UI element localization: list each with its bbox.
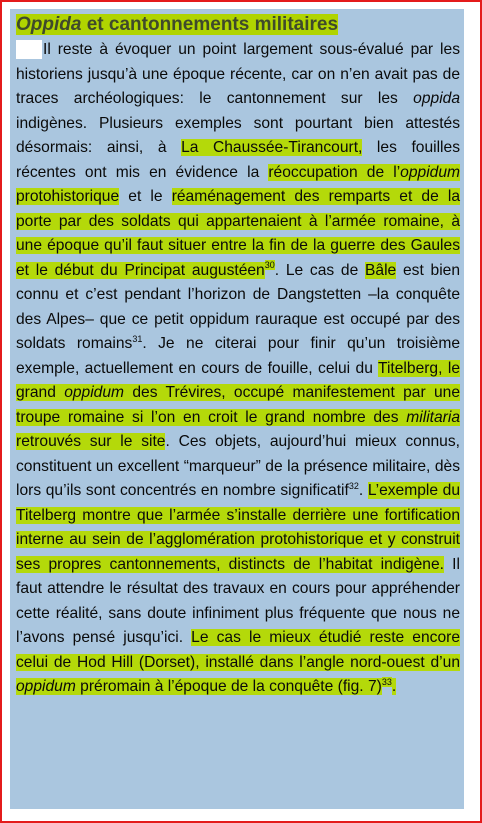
- footnote-ref: 31: [132, 333, 143, 344]
- text-run: . Je ne citerai pour finir qu’un troisième exemple, actuellement en cours de fouille, celui du: [16, 335, 460, 377]
- text-run: préromain à l’époque de la conquête (fig. 7): [75, 678, 382, 695]
- text-run: Bâle: [365, 261, 397, 279]
- text-run: indigènes. Plusieurs exemples sont pourtant bien attestés désormais: ainsi, à: [16, 114, 460, 156]
- text-run: est bien connu et c’est pendant l’horizon de Dangstetten –la conquête des Alpes– que ce petit oppidum rauraque est occupé par des soldats romains: [16, 261, 461, 352]
- text-run: retrouvés sur le site: [16, 433, 166, 450]
- text-run: . Ces objets, aujourd’hui mieux connus, constituent un excellent “marqueur” de la présence militaire, dès lors qu’ils sont concentrés en nombre significatif: [16, 433, 460, 499]
- text-run: La Chaussée-Tirancourt,: [181, 139, 363, 156]
- text-run: et le: [119, 188, 172, 205]
- text-run: Le cas le mieux étudié reste encore celui de Hod Hill (Dorset), installé dans l’angle nord-ouest d’un: [16, 629, 460, 671]
- title-highlight: [16, 14, 338, 35]
- text-run: des Trévires, occupé manifestement par une troupe romaine si l’on en croit le grand nombre des: [16, 384, 460, 426]
- footnote-ref: 32: [348, 480, 359, 491]
- text-run: réoccupation de l’: [268, 163, 401, 181]
- text-run: les fouilles récentes ont mis en évidence la: [16, 139, 460, 181]
- text-run: Titelberg, le grand: [16, 359, 460, 401]
- footnote-ref: 30: [264, 260, 275, 271]
- text-run: L’exemple du Titelberg montre que l’armée s’installe derrière une fortification interne au sein de l’agglomération protohistorique et y construit ses propres cantonnements, distincts de l’habitat indigène.: [16, 482, 460, 573]
- title-italic: Oppida: [16, 14, 82, 35]
- text-run: .: [358, 482, 368, 499]
- text-run: oppidum: [400, 163, 460, 181]
- text-run: protohistorique: [16, 188, 120, 205]
- text-run: .: [391, 678, 397, 695]
- section-title: [16, 13, 338, 37]
- body-paragraph: [16, 38, 460, 700]
- text-run: oppida: [413, 90, 460, 107]
- text-run: . Le cas de: [274, 261, 366, 279]
- text-run: militaria: [406, 408, 460, 426]
- text-run: Il reste à évoquer un point largement sous-évalué par les historiens jusqu’à une époque récente, car on n’en avait pas de traces archéologiques: le cantonnement sur les: [16, 41, 460, 107]
- text-run: oppidum: [64, 384, 125, 401]
- text-run: oppidum: [16, 678, 76, 695]
- text-run: réaménagement des remparts et de la porte par des soldats qui appartenaient à l’armée romaine, à une époque qu’il faut situer entre la fin de la guerre des Gaules et le début du Principat augustéen: [16, 188, 461, 279]
- text-run: Il faut attendre le résultat des travaux en cours pour appréhender cette réalité, sans doute infiniment plus fréquente que nous ne l’avons pensé jusqu’ici.: [16, 555, 460, 646]
- title-rest: et cantonnements militaires: [81, 14, 339, 35]
- footnote-ref: 33: [381, 676, 392, 687]
